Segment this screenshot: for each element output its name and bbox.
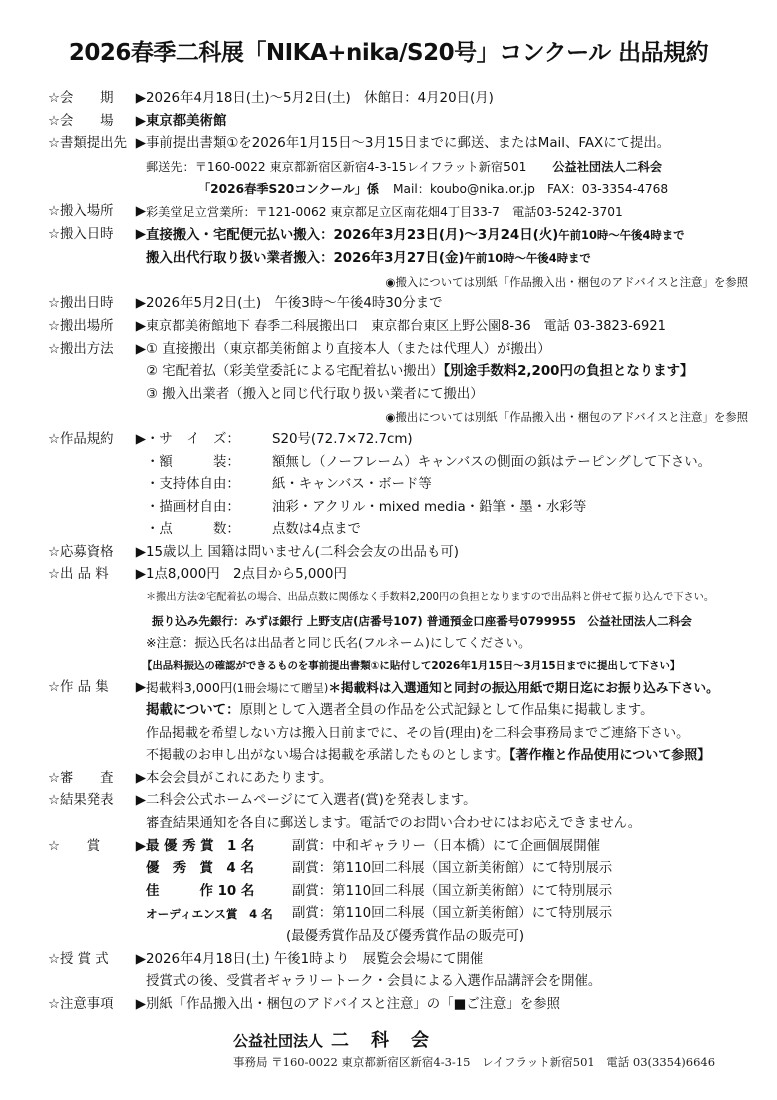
arrow-icon: ▶ (135, 838, 146, 854)
row-out-place (48, 316, 748, 339)
spec-item: ・サ イ ズ： S20号(72.7×72.7cm) (146, 431, 413, 447)
catalog-about: 掲載について： (146, 703, 240, 719)
value-carry-place: 彩美堂足立営業所：〒121-0062 東京都足立区南花畑4丁目33-7 電話03-5242-3701 (146, 204, 623, 219)
row-out-method (48, 339, 748, 429)
label-judging: ☆審 査 (48, 770, 114, 786)
row-venue (48, 111, 748, 134)
carry-note: ◉搬入については別紙「作品搬入出・梱包のアドバイスと注意」を参照 (385, 274, 748, 289)
arrow-icon: ▶ (135, 567, 146, 583)
label-carry-place: ☆搬入場所 (48, 203, 114, 219)
value-notes: 別紙「作品搬入出・梱包のアドバイスと注意」の「■ご注意」を参照 (146, 996, 560, 1012)
label-fee: ☆出 品 料 (48, 567, 109, 583)
catalog-gift: (1冊会場にて贈呈) (232, 681, 329, 696)
spec-item: ・支持体自由： 紙・キャンバス・ボード等 (146, 477, 432, 493)
carry-direct-time: 午前10時～午後4時まで (558, 227, 685, 242)
label-ceremony: ☆授 賞 式 (48, 951, 109, 967)
arrow-icon: ▶ (135, 113, 146, 129)
fee-bank: 振り込み先銀行：みずほ銀行 上野支店(店番号107) 普通預金口座番号0799955 公益社団法人二科会 (152, 613, 692, 628)
arrow-icon: ▶ (135, 296, 146, 312)
catalog-pay: ＊掲載料は入選通知と同封の振込用紙で期日迄にお振り込み下さい。 (328, 680, 719, 696)
row-carry-place (48, 201, 748, 224)
value-venue: 東京都美術館 (146, 113, 227, 129)
fee-note: ＊搬出方法②宅配着払の場合、出品点数に関係なく手数料2,200円の負担となりますので出品料と併せて振り込んで下さい。 (146, 592, 715, 604)
value-eligibility: 15歳以上 国籍は問いません(二科会会友の出品も可) (146, 544, 459, 560)
label-out-date: ☆搬出日時 (48, 296, 114, 312)
out-method-1: ① 直接搬出（東京都美術館より直接本人（または代理人）が搬出） (146, 341, 551, 357)
arrow-icon: ▶ (135, 996, 146, 1012)
arrow-icon: ▶ (135, 770, 146, 786)
value-out-date: 2026年5月2日(土) 午後3時～午後4時30分まで (146, 296, 443, 312)
docs-line-1: 事前提出書類①を2026年1月15日～3月15日までに郵送、またはMail、FAXにて提出。 (146, 136, 671, 152)
label-period: ☆会 期 (48, 91, 114, 106)
docs-mail-address: 郵送先：〒160-0022 東京都新宿区新宿4-3-15レイフラット新宿501 (146, 159, 527, 174)
label-spec: ☆作品規約 (48, 431, 114, 447)
arrow-icon: ▶ (135, 680, 146, 696)
award-item: 最 優 秀 賞 1 名 副賞：中和ギャラリー（日本橋）にて企画個展開催 (146, 838, 600, 854)
arrow-icon: ▶ (135, 203, 146, 219)
row-carry-date (48, 224, 748, 294)
footer-address: 事務局 〒160-0022 東京都新宿区新宿4-3-15 レイフラット新宿501 電話 03(3354)6646 (233, 1055, 716, 1069)
docs-mail-fax: Mail：koubo@nika.or.jp FAX：03-3354-4768 (393, 182, 669, 197)
label-docs: ☆書類提出先 (48, 136, 127, 152)
docs-org: 公益社団法人二科会 (552, 159, 663, 174)
out-method-3: ③ 搬入出業者（搬入と同じ代行取り扱い業者にて搬出） (146, 386, 484, 402)
out-method-2-fee: 【別途手数料2,200円の負担となります】 (443, 364, 694, 380)
out-method-2: ② 宅配着払（彩美堂委託による宅配着払い搬出） (146, 364, 444, 380)
catalog-fee: 掲載料3,000円 (146, 680, 233, 696)
spec-item: ・点 数： 点数は4点まで (146, 522, 361, 538)
label-results: ☆結果発表 (48, 793, 114, 809)
award-note: (最優秀賞作品及び優秀賞作品の販売可) (286, 928, 525, 944)
page-title: 2026春季二科展「NIKA+nika/S20号」コンクール 出品規約 (68, 40, 709, 66)
row-spec (48, 429, 748, 542)
label-out-place: ☆搬出場所 (48, 318, 114, 334)
award-item: 佳 作 10 名 副賞：第110回二科展（国立新美術館）にて特別展示 (146, 883, 613, 899)
arrow-icon: ▶ (135, 431, 146, 447)
label-eligibility: ☆応募資格 (48, 544, 114, 560)
out-method-note: ◉搬出については別紙「作品搬入出・梱包のアドバイスと注意」を参照 (385, 410, 748, 425)
value-out-place: 東京都美術館地下 春季二科展搬出口 東京都台東区上野公園8-36 電話 03-3823-6921 (146, 318, 666, 334)
row-judging (48, 768, 748, 791)
footer-org (233, 1026, 451, 1052)
footer-org-name: 二科会 (331, 1030, 452, 1051)
row-period (48, 88, 748, 111)
fee-amount: 1点8,000円 2点目から5,000円 (146, 567, 347, 583)
row-docs (48, 133, 748, 201)
award-item: オーディエンス賞 4 名 副賞：第110回二科展（国立新美術館）にて特別展示 (146, 906, 613, 922)
label-carry-date: ☆搬入日時 (48, 226, 114, 242)
arrow-icon: ▶ (135, 91, 146, 106)
spec-item: ・描画材自由： 油彩・アクリル・mixed media・鉛筆・墨・水彩等 (146, 499, 587, 515)
arrow-icon: ▶ (135, 951, 146, 967)
arrow-icon: ▶ (135, 136, 146, 152)
arrow-icon: ▶ (135, 226, 146, 242)
row-ceremony (48, 949, 748, 994)
ceremony-line-2: 授賞式の後、受賞者ギャラリートーク・会員による入選作品講評会を開催。 (146, 974, 602, 990)
label-out-method: ☆搬出方法 (48, 341, 114, 357)
row-out-date (48, 293, 748, 316)
arrow-icon: ▶ (135, 318, 146, 334)
award-item: 優 秀 賞 4 名 副賞：第110回二科展（国立新美術館）にて特別展示 (146, 861, 613, 877)
catalog-optout: 作品掲載を希望しない方は搬入日前までに、その旨(理由)を二科会事務局までご連絡下さい。 (146, 725, 690, 741)
rules-list (48, 88, 748, 1016)
row-fee (48, 564, 748, 677)
label-catalog: ☆作 品 集 (48, 680, 109, 696)
catalog-about-text: 原則として入選者全員の作品を公式記録として作品集に掲載します。 (239, 703, 654, 719)
label-notes: ☆注意事項 (48, 996, 114, 1012)
fee-proof: 【出品料振込の確認ができるものを事前提出書類①に貼付して2026年1月15日～3月15日までに提出して下さい】 (142, 659, 681, 672)
carry-agent: 搬入出代行取り扱い業者搬入：2026年3月27日(金) (146, 251, 465, 267)
row-eligibility (48, 542, 748, 565)
value-period: 2026年4月18日(土)～5月2日(土) 休館日：4月20日(月) (146, 91, 494, 106)
carry-direct: 直接搬入・宅配便元払い搬入：2026年3月23日(月)～3月24日(火) (146, 227, 559, 243)
carry-agent-time: 午前10時～午後4時まで (464, 251, 591, 266)
arrow-icon: ▶ (135, 341, 146, 357)
arrow-icon: ▶ (135, 793, 146, 809)
row-notes (48, 994, 748, 1017)
label-awards: ☆ 賞 (48, 838, 101, 854)
docs-contest-dept: 「2026春季S20コンクール」係 (198, 182, 380, 197)
catalog-consent: 不掲載のお申し出がない場合は掲載を承諾したものとします。 (146, 748, 509, 764)
value-judging: 本会会員がこれにあたります。 (146, 770, 333, 786)
footer-org-type: 公益社団法人 (233, 1032, 324, 1050)
spec-item: ・額 装： 額無し（ノーフレーム）キャンバスの側面の鋲はテーピングして下さい。 (146, 454, 712, 470)
label-venue: ☆会 場 (48, 113, 114, 129)
fee-caution: ※注意：振込氏名は出品者と同じ氏名(フルネーム)にしてください。 (146, 635, 531, 651)
arrow-icon: ▶ (135, 544, 146, 560)
results-line-1: 二科会公式ホームページにて入選者(賞)を発表します。 (146, 793, 477, 809)
row-catalog (48, 677, 748, 767)
results-line-2: 審査結果通知を各自に郵送します。電話でのお問い合わせにはお応えできません。 (146, 816, 642, 831)
ceremony-line-1: 2026年4月18日(土) 午後1時より 展覧会会場にて開催 (146, 951, 484, 967)
row-awards (48, 836, 748, 949)
catalog-copyright: 【著作権と作品使用について参照】 (508, 748, 711, 764)
row-results (48, 790, 748, 835)
